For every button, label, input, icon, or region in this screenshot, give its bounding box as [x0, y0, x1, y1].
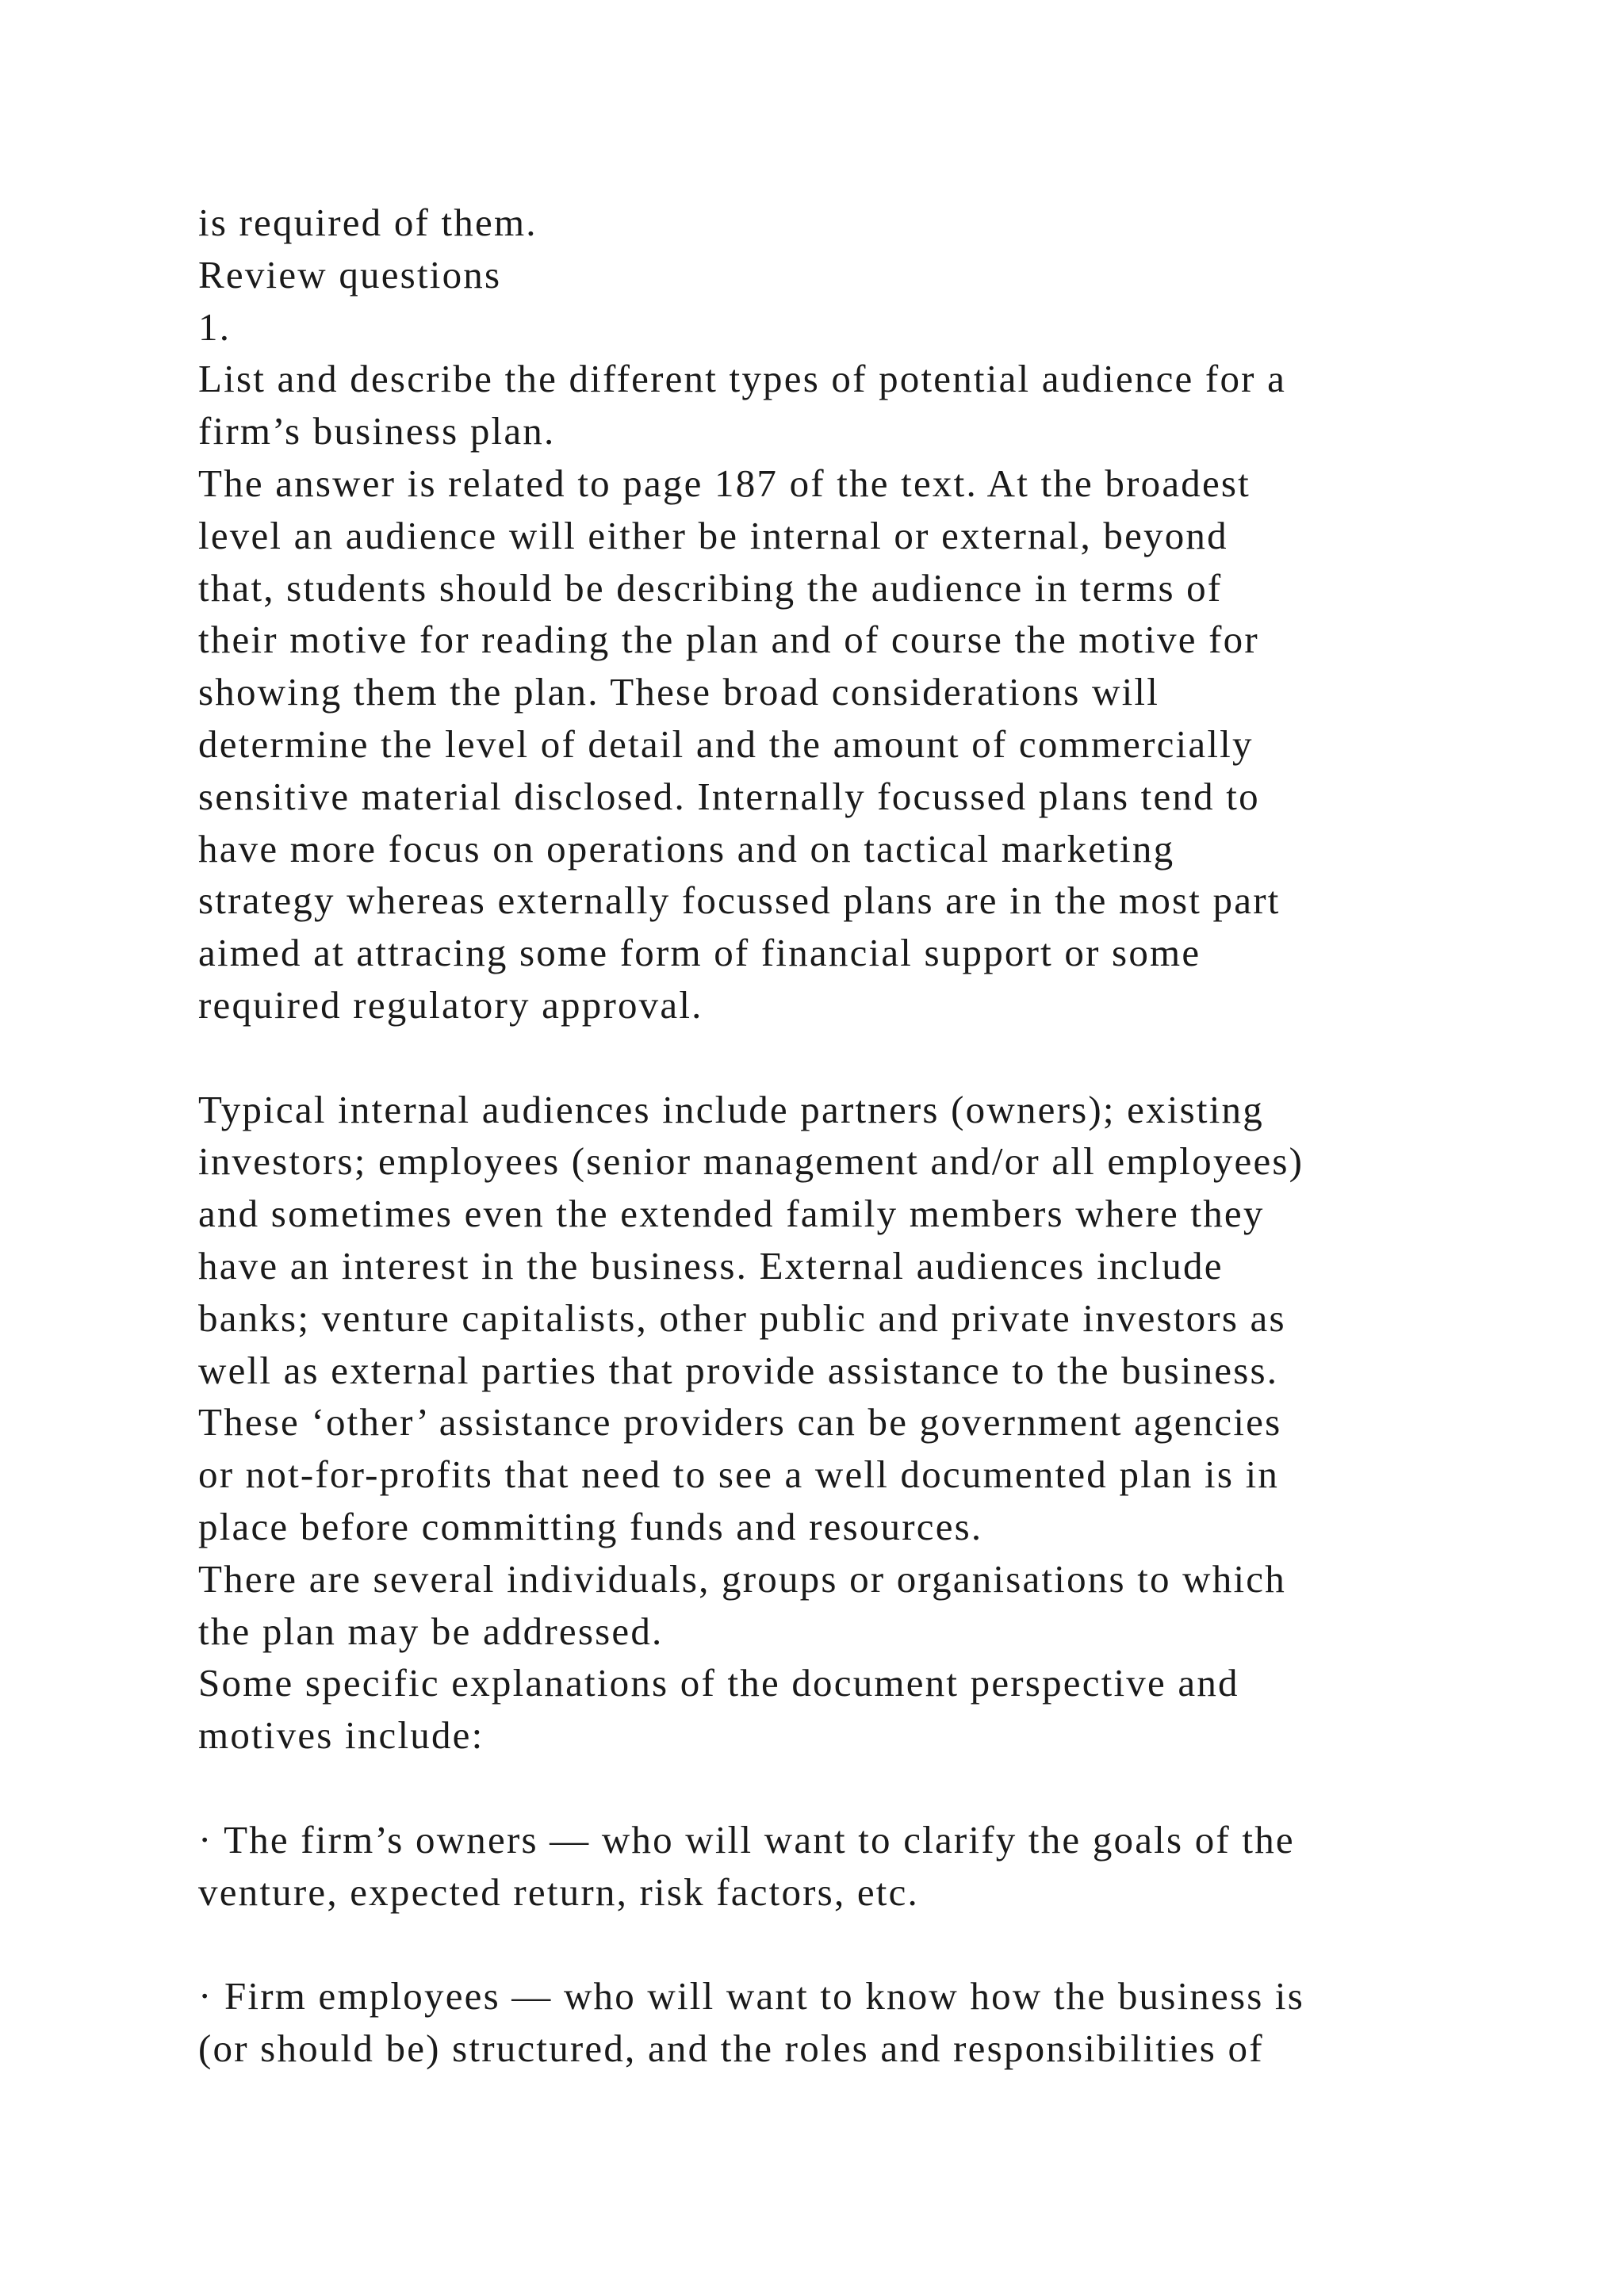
document-page: [198, 197, 1499, 2075]
text-line: is required of them.: [198, 201, 538, 244]
bullet-item: · Firm employees — who will want to know how the business is: [198, 1974, 1305, 2019]
text-line: investors; employees (senior management and/or all employees): [198, 1139, 1304, 1184]
text-line: showing them the plan. These broad considerations will: [198, 670, 1160, 714]
text-line: (or should be) structured, and the roles and responsibilities of: [198, 2026, 1264, 2070]
text-line: aimed at attracing some form of financial support or some: [198, 931, 1201, 975]
text-line: have more focus on operations and on tactical marketing: [198, 826, 1175, 871]
text-line: Some specific explanations of the document perspective and: [198, 1661, 1239, 1705]
question-text: firm’s business plan.: [198, 409, 556, 453]
text-line: Typical internal audiences include partners (owners); existing: [198, 1087, 1264, 1131]
bullet-item: · The firm’s owners — who will want to clarify the goals of the: [198, 1817, 1295, 1862]
text-line: The answer is related to page 187 of the text. At the broadest: [198, 461, 1251, 505]
text-line: These ‘other’ assistance providers can be government agencies: [198, 1400, 1282, 1445]
text-line: sensitive material disclosed. Internally focussed plans tend to: [198, 774, 1260, 818]
text-line: strategy whereas externally focussed plans are in the most part: [198, 878, 1281, 923]
text-line: and sometimes even the extended family members where they: [198, 1192, 1265, 1236]
text-line: the plan may be addressed.: [198, 1609, 664, 1653]
text-line: or not-for-profits that need to see a well documented plan is in: [198, 1452, 1280, 1497]
paragraph-spacer: [198, 1918, 1499, 1970]
text-line: required regulatory approval.: [198, 982, 703, 1027]
text-line: level an audience will either be internal or external, beyond: [198, 513, 1228, 557]
text-line: well as external parties that provide assistance to the business.: [198, 1348, 1279, 1392]
text-line: that, students should be describing the audience in terms of: [198, 565, 1223, 610]
paragraph-spacer: [198, 1762, 1499, 1814]
text-line: There are several individuals, groups or organisations to which: [198, 1556, 1286, 1601]
text-line: determine the level of detail and the amount of commercially: [198, 721, 1254, 766]
question-text: List and describe the different types of potential audience for a: [198, 357, 1287, 401]
text-line: place before committing funds and resources.: [198, 1504, 983, 1548]
text-line: have an interest in the business. External audiences include: [198, 1243, 1224, 1288]
question-number: 1.: [198, 304, 232, 349]
paragraph-spacer: [198, 1031, 1499, 1084]
section-heading: Review questions: [198, 252, 502, 297]
text-line: venture, expected return, risk factors, etc.: [198, 1869, 920, 1914]
text-line: motives include:: [198, 1713, 485, 1758]
text-line: banks; venture capitalists, other public and private investors as: [198, 1295, 1286, 1340]
text-line: their motive for reading the plan and of course the motive for: [198, 618, 1259, 662]
